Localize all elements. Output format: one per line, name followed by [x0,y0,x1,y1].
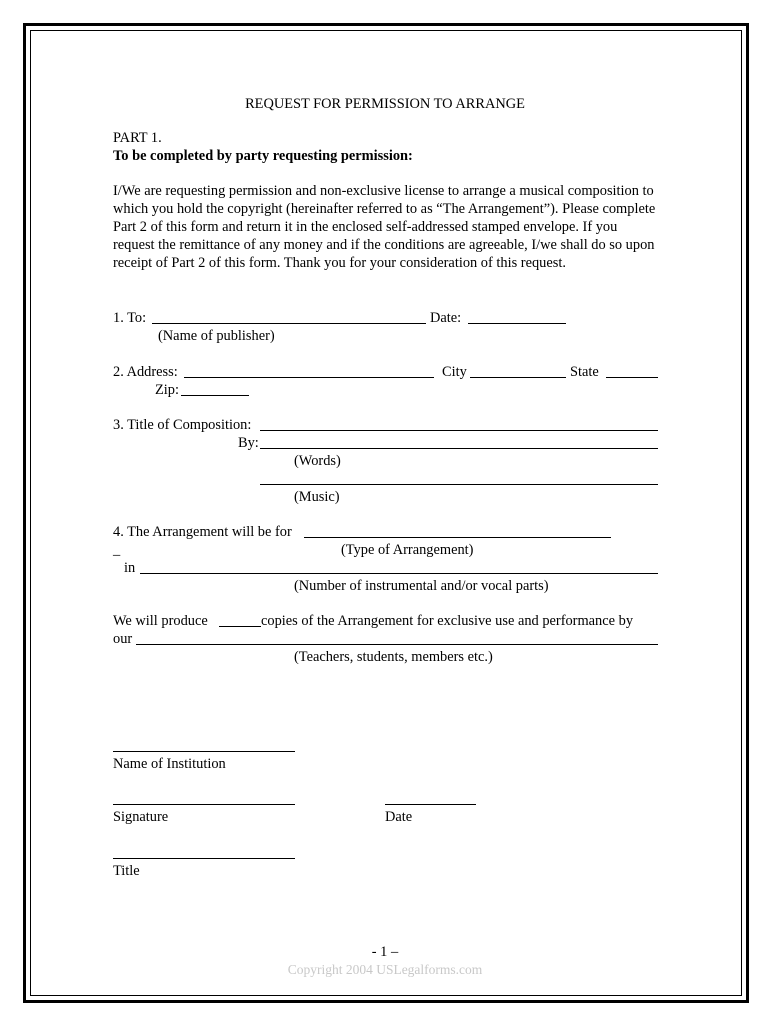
title-label: Title [113,863,140,879]
copies-line[interactable] [219,626,261,627]
title-line[interactable] [113,858,295,859]
produce-prefix: We will produce [113,613,208,629]
address-label: 2. Address: [113,364,178,380]
intro-paragraph: I/We are requesting permission and non-exclusive license to arrange a musical composition to which you hold the copyright (hereinafter referred to as “The Arrangement”). Please complete Part 2 of this form and return it in the enclosed self-addressed stamped envelope. If you request the remittance of any money and if the conditions are agreeable, I/we shall do so upon receipt of Part 2 of this form. Thank you for your consideration of this request. [113,183,656,271]
institution-line[interactable] [113,751,295,752]
city-line[interactable] [470,377,566,378]
zip-label: Zip: [155,382,179,398]
institution-label: Name of Institution [113,756,226,772]
document-title: REQUEST FOR PERMISSION TO ARRANGE [245,96,525,112]
music-line[interactable] [260,484,658,485]
parts-line[interactable] [140,573,658,574]
words-caption: (Words) [294,453,341,469]
signature-label: Signature [113,809,169,825]
part-label: PART 1. [113,130,162,146]
signature-date-line[interactable] [385,804,476,805]
to-label: 1. To: [113,310,147,326]
page-border-inner [30,30,742,996]
produce-suffix: copies of the Arrangement for exclusive use and performance by [261,613,634,629]
state-line[interactable] [606,377,658,378]
arrangement-label: 4. The Arrangement will be for [113,524,292,540]
composition-title-label: 3. Title of Composition: [113,417,252,433]
zip-line[interactable] [181,395,249,396]
in-label: in [124,560,136,576]
dash-mark: _ [113,542,121,558]
city-label: City [442,364,467,380]
our-label: our [113,631,133,647]
parts-caption: (Number of instrumental and/or vocal parts) [294,578,549,594]
music-caption: (Music) [294,489,340,505]
copyright-notice: Copyright 2004 USLegalforms.com [287,962,483,977]
by-label: By: [238,435,259,451]
type-caption: (Type of Arrangement) [341,542,474,558]
audience-line[interactable] [136,644,658,645]
date-line[interactable] [468,323,566,324]
part-subtitle: To be completed by party requesting permission: [113,148,413,164]
words-line[interactable] [260,448,658,449]
state-label: State [570,364,599,380]
composition-title-line[interactable] [260,430,658,431]
publisher-caption: (Name of publisher) [158,328,275,344]
page-number: - 1 – [371,944,399,960]
publisher-line[interactable] [152,323,426,324]
date-label: Date: [430,310,462,326]
signature-date-label: Date [385,809,413,825]
address-line[interactable] [184,377,434,378]
signature-line[interactable] [113,804,295,805]
arrangement-type-line[interactable] [304,537,611,538]
teachers-caption: (Teachers, students, members etc.) [294,649,493,665]
